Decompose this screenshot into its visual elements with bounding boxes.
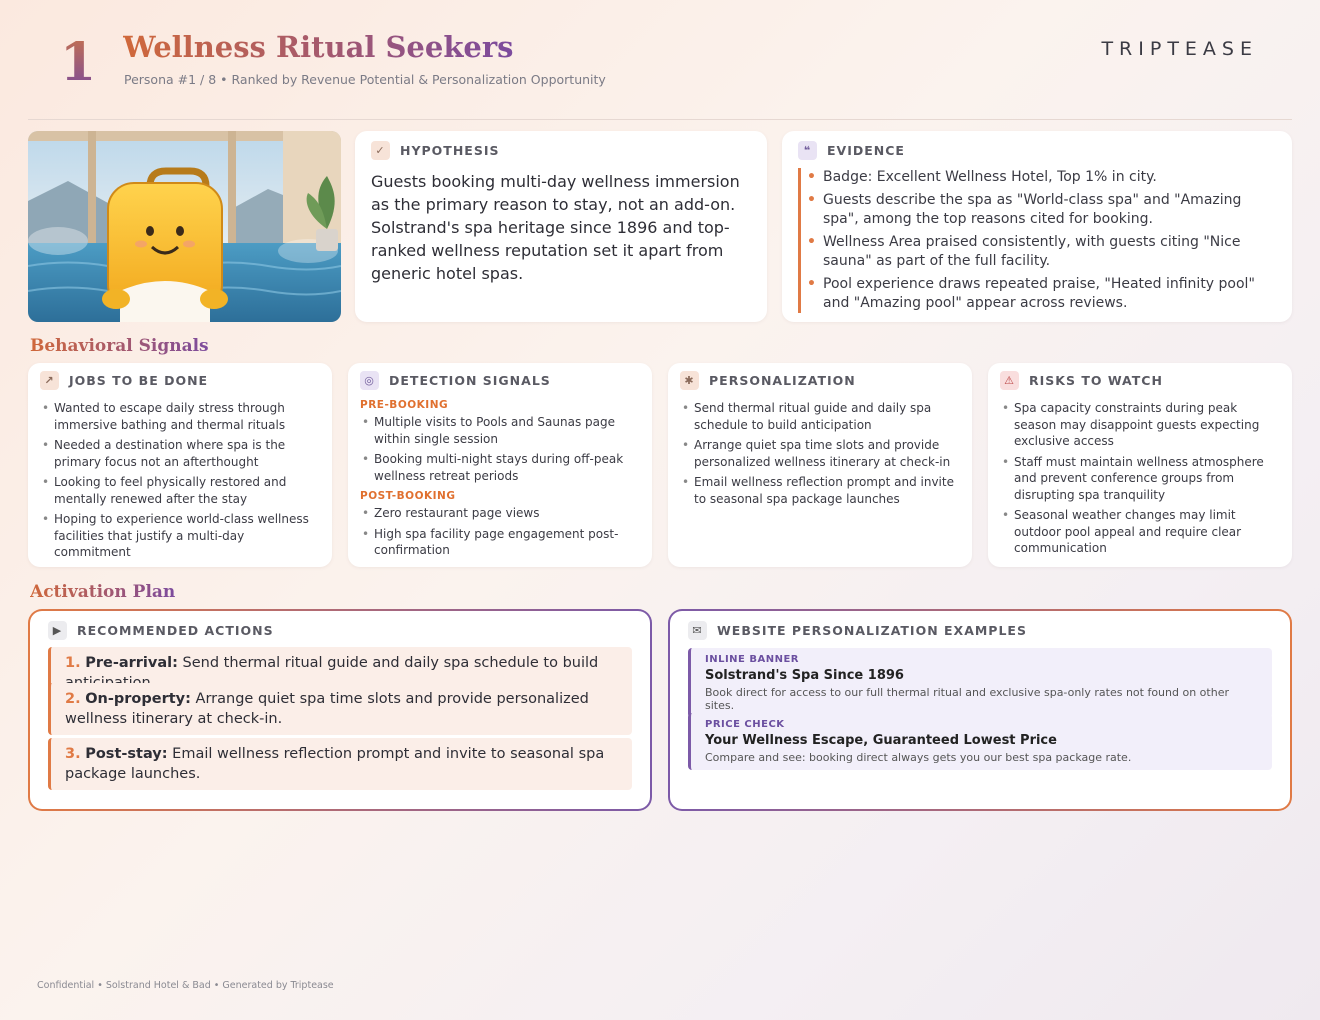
website-examples-header <box>688 621 1027 640</box>
persona-rank: 1 <box>60 32 97 93</box>
evidence-list <box>798 168 1276 313</box>
list-item: • Zero restaurant page views <box>360 505 640 522</box>
list-item: • Needed a destination where spa is the primary focus not an afterthought <box>40 437 320 470</box>
list-item: • Booking multi-night stays during off-peak wellness retreat periods <box>360 451 640 484</box>
evidence-label: EVIDENCE <box>827 143 905 158</box>
persona-illustration <box>28 131 341 322</box>
activation-plan-title: Activation Plan <box>30 582 176 602</box>
example-body: Compare and see: booking direct always gets you our best spa package rate. <box>705 751 1132 764</box>
personalization-header <box>680 371 960 390</box>
website-examples-box <box>668 609 1292 811</box>
pre-booking-list <box>360 414 640 484</box>
page-subtitle: Persona #1 / 8 • Ranked by Revenue Potential & Personalization Opportunity <box>124 72 606 87</box>
post-booking-list <box>360 505 640 559</box>
evidence-item: • Pool experience draws repeated praise, "Heated infinity pool" and "Amazing pool" appear across reviews. <box>815 275 1276 313</box>
evidence-item: • Guests describe the spa as "World-class spa" and "Amazing spa", among the top reasons cited for booking. <box>815 191 1276 229</box>
pre-booking-label: PRE-BOOKING <box>360 399 449 411</box>
example-tag: INLINE BANNER <box>705 654 799 665</box>
list-item: • Arrange quiet spa time slots and provide personalized wellness itinerary at check-in <box>680 437 960 470</box>
detection-label: DETECTION SIGNALS <box>389 373 551 388</box>
list-item: • Multiple visits to Pools and Saunas page within single session <box>360 414 640 447</box>
evidence-header <box>798 141 1276 160</box>
example-body: Book direct for access to our full thermal ritual and exclusive spa-only rates not found on other sites. <box>705 686 1229 712</box>
risks-header <box>1000 371 1280 390</box>
list-item: • Looking to feel physically restored and mentally renewed after the stay <box>40 474 320 507</box>
jobs-label: JOBS TO BE DONE <box>69 373 209 388</box>
quote-icon: ❝ <box>798 141 817 160</box>
example-title: Solstrand's Spa Since 1896 <box>705 668 904 683</box>
list-item: • Email wellness reflection prompt and invite to seasonal spa package launches <box>680 474 960 507</box>
list-item: • Spa capacity constraints during peak season may disappoint guests expecting exclusive access <box>1000 400 1280 450</box>
jobs-card <box>28 363 332 567</box>
page-footer: Confidential • Solstrand Hotel & Bad • Generated by Triptease <box>37 980 334 991</box>
risks-card <box>988 363 1292 567</box>
evidence-card <box>782 131 1292 322</box>
hypothesis-text: Guests booking multi-day wellness immersion as the primary reason to stay, not an add-on. Solstrand's spa heritage since 1896 and top-ranked wellness reputation set it apart from generic hotel spas. <box>371 172 740 283</box>
example-tag: PRICE CHECK <box>705 719 785 730</box>
hypothesis-label: HYPOTHESIS <box>400 143 500 158</box>
sparkle-icon: ✱ <box>680 371 699 390</box>
play-icon: ▶ <box>48 621 67 640</box>
example-item <box>688 713 1272 770</box>
evidence-item: • Wellness Area praised consistently, with guests citing "Nice sauna" as part of the full facility. <box>815 233 1276 271</box>
page-title: Wellness Ritual Seekers <box>123 30 514 64</box>
list-item: • Send thermal ritual guide and daily spa schedule to build anticipation <box>680 400 960 433</box>
list-item: • Seasonal weather changes may limit outdoor pool appeal and require clear communication <box>1000 507 1280 557</box>
detection-card <box>348 363 652 567</box>
risks-label: RISKS TO WATCH <box>1029 373 1163 388</box>
hypothesis-header <box>371 141 751 160</box>
arrow-up-right-icon: ↗ <box>40 371 59 390</box>
website-examples-label: WEBSITE PERSONALIZATION EXAMPLES <box>717 623 1027 638</box>
action-item: 2. On-property: Arrange quiet spa time slots and provide personalized wellness itinerary at check-in. <box>48 683 632 735</box>
personalization-card <box>668 363 972 567</box>
personalization-list <box>680 400 960 507</box>
recommended-actions-header <box>48 621 274 640</box>
jobs-list <box>40 400 320 561</box>
behavioral-signals-title: Behavioral Signals <box>30 336 209 356</box>
post-booking-label: POST-BOOKING <box>360 490 456 502</box>
jobs-header <box>40 371 320 390</box>
recommended-actions-label: RECOMMENDED ACTIONS <box>77 623 274 638</box>
list-item: • Staff must maintain wellness atmosphere and prevent conference groups from disrupting spa tranquility <box>1000 454 1280 504</box>
hypothesis-card <box>355 131 767 322</box>
warning-icon: ⚠ <box>1000 371 1019 390</box>
example-title: Your Wellness Escape, Guaranteed Lowest Price <box>705 733 1057 748</box>
target-icon: ◎ <box>360 371 379 390</box>
list-item: • Wanted to escape daily stress through immersive bathing and thermal rituals <box>40 400 320 433</box>
check-icon: ✓ <box>371 141 390 160</box>
evidence-item: • Badge: Excellent Wellness Hotel, Top 1% in city. <box>815 168 1276 187</box>
brand-logo: TRIPTEASE <box>1101 38 1258 60</box>
recommended-actions-box <box>28 609 652 811</box>
list-item: • Hoping to experience world-class wellness facilities that justify a multi-day commitment <box>40 511 320 561</box>
mail-icon: ✉ <box>688 621 707 640</box>
list-item: • High spa facility page engagement post-confirmation <box>360 526 640 559</box>
page-header <box>28 28 1292 120</box>
personalization-label: PERSONALIZATION <box>709 373 856 388</box>
detection-header <box>360 371 640 390</box>
action-item: 1. Pre-arrival: Send thermal ritual guide and daily spa schedule to build <box>48 647 632 699</box>
example-item <box>688 648 1272 718</box>
risks-list <box>1000 400 1280 557</box>
action-item: 3. Post-stay: Email wellness reflection prompt and invite to seasonal spa package launches. <box>48 738 632 790</box>
